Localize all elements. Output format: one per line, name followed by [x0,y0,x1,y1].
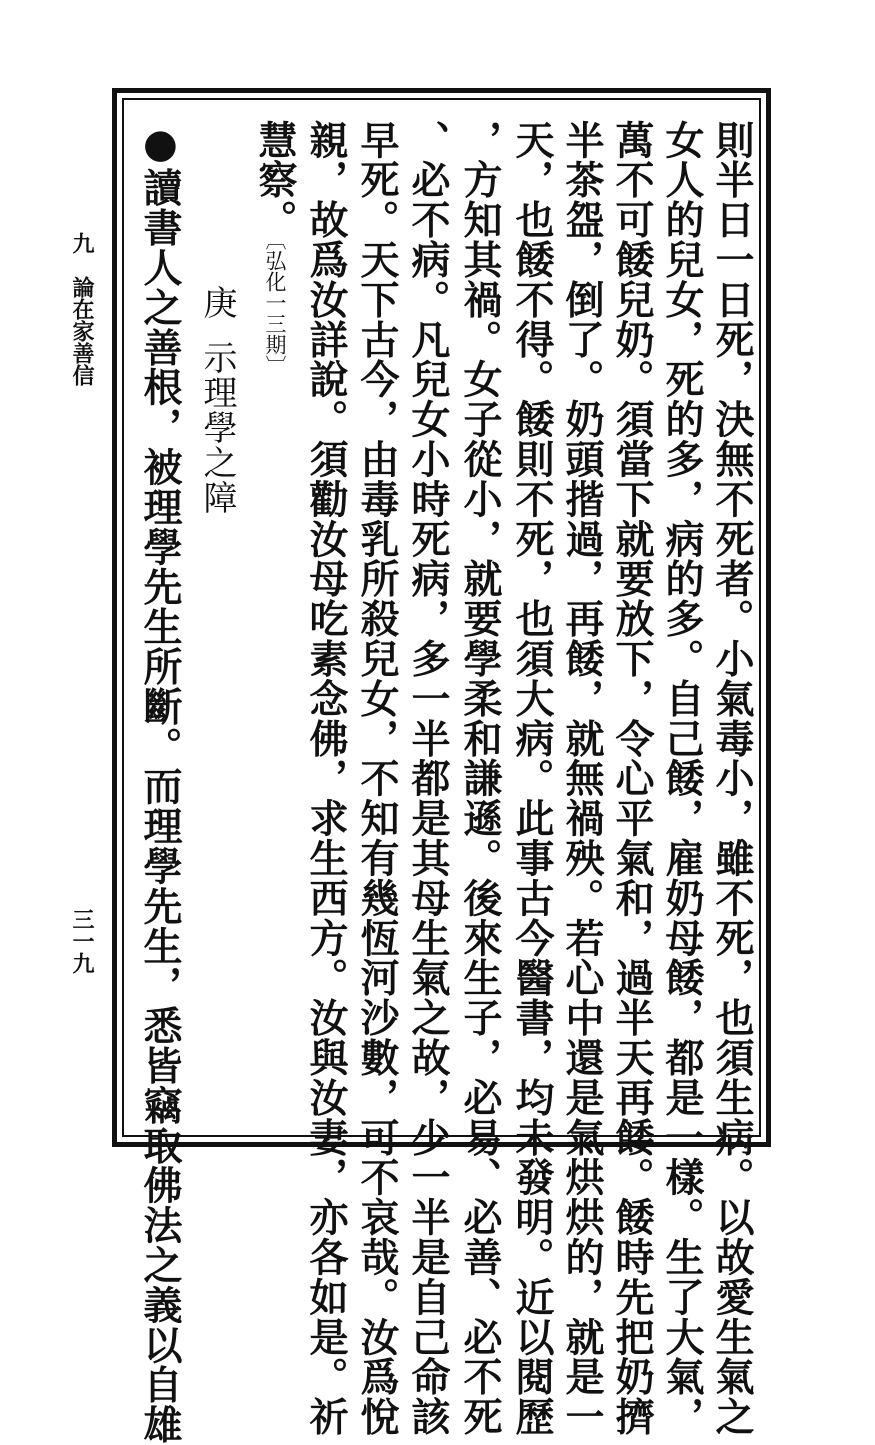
text-column-9: 親，故爲汝詳說。須勸汝母吃素念佛，求生西方。汝與汝妻，亦各如是。祈 [303,120,349,1437]
closing-text: 慧察。 [252,120,298,240]
closing-column [252,120,298,377]
page-number: 三一九 [69,908,95,974]
text-column-3: 萬不可餧兒奶。須當下就要放下，令心平氣和，過半天再餧。餧時先把奶擠 [609,120,655,1437]
text-column-5: 天，也餧不得。餧則不死，也須大病。此事古今醫書，均未發明。近以閱歷 [509,120,555,1437]
essay-title: 示理學之障 [197,340,237,515]
section-number: 九 [69,232,95,254]
text-column-last [137,120,184,1445]
text-column-last-body: 讀書人之善根，被理學先生所斷。而理學先生，悉皆竊取佛法之義以自雄 [137,167,183,1445]
issue-citation: 〔弘化一三期〕 [263,239,287,377]
text-column-7: 、必不病。凡兒女小時死病，多一半都是其母生氣之故，少一半是自己命該 [405,120,451,1437]
bullet-marker: ● [137,120,184,168]
running-title: 論在家善信 [69,276,95,386]
text-column-8: 早死。天下古今，由毒乳所殺兒女，不知有幾恆河沙數，可不哀哉。汝爲悅 [354,120,400,1437]
text-column-4: 半茶盌，倒了。奶頭揩過，再餧，就無禍殃。若心中還是氣烘烘的，就是一 [559,120,605,1437]
date-label: 庚 [197,285,237,320]
text-column-6: ，方知其禍。女子從小，就要學柔和謙遜。後來生子，必易、必善、必不死 [457,120,503,1437]
text-column-2: 女人的兒女，死的多，病的多。自己餧，雇奶母餧，都是一樣。生了大氣， [659,120,705,1437]
text-column-1: 則半日一日死，決無不死者。小氣毒小，雖不死，也須生病。以故愛生氣之 [709,120,755,1437]
